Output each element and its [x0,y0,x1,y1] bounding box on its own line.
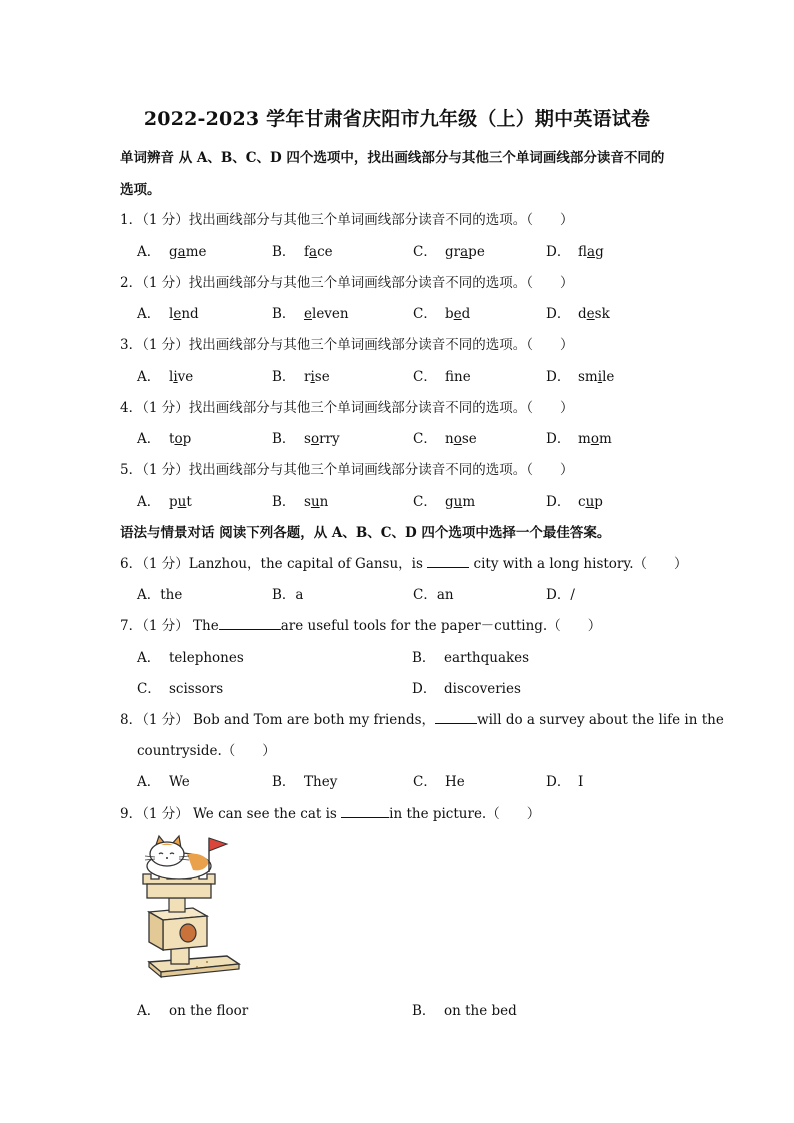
question-6 [120,552,688,572]
word-part: r [304,369,311,385]
question-number: 3． [120,337,143,353]
word-part: g [595,244,604,260]
question-number: 4． [120,400,143,416]
option-letter: B． [272,306,296,322]
option-text: on the bed [444,1003,517,1019]
question-number: 7． [120,618,143,634]
option-letter: C． [137,681,161,697]
word-part: fl [578,244,588,260]
word-part: leven [312,306,349,322]
word-part: le [602,369,615,385]
section-header-phonics: 单词辨音 从 A、B、C、D 四个选项中，找出画线部分与其他三个单词画线部分读音不同的 [120,150,665,166]
word-part: se [314,369,330,385]
option-text: scissors [169,681,224,697]
q2-option-c[interactable] [413,302,470,322]
q1-option-a[interactable] [137,240,207,260]
underlined-letter: o [310,431,320,447]
underlined-letter: u [177,494,187,510]
question-number: 5． [120,462,143,478]
word-part: rry [319,431,340,447]
option-letter: B． [412,650,436,666]
word-part: g [169,244,178,260]
underlined-letter: o [590,431,599,447]
word-part: m [578,431,591,447]
option-letter: C． [413,369,437,385]
q3-option-a[interactable] [137,365,193,385]
word-part: p [182,431,192,447]
question-5 [120,458,573,478]
underlined-letter: u [453,494,463,510]
underlined-letter: i [597,369,603,385]
q8-option-a[interactable] [137,770,190,790]
option-text: They [304,774,338,790]
q8-option-b[interactable] [272,770,337,790]
question-8-cont: countryside.（ ） [137,743,276,759]
option-letter: A． [137,369,161,385]
word-part: s [304,494,311,510]
option-letter: D． [546,306,571,322]
option-letter: D． [546,494,571,510]
option-letter: A． [137,494,161,510]
option-text: on the floor [169,1003,249,1019]
word-part: me [185,244,207,260]
word-part: l [169,306,174,322]
q3-option-d[interactable] [546,365,614,385]
word-part: m [462,494,476,510]
question-stem-pre: （1 分）Lanzhou，the capital of Gansu，is [142,556,428,572]
platform-base-icon [149,956,239,977]
question-number: 2． [120,275,143,291]
q7-option-c[interactable] [137,677,223,697]
answer-blank[interactable] [427,555,469,568]
q6-option-b[interactable]: B．a [272,587,304,603]
underlined-letter: o [174,431,183,447]
word-part: f [304,244,309,260]
section-header-grammar: 语法与情景对话 阅读下列各题，从 A、B、C、D 四个选项中选择一个最佳答案。 [120,525,611,541]
answer-blank[interactable] [435,711,477,724]
word-part: ce [317,244,333,260]
underlined-letter: a [177,244,186,260]
word-part: d [578,306,587,322]
option-letter: B． [272,774,296,790]
answer-blank[interactable] [219,617,281,630]
question-number: 6． [120,556,143,572]
q4-option-b[interactable] [272,427,340,447]
q9-option-a[interactable] [137,999,248,1019]
question-stem-pre: （1 分） Bob and Tom are both my friends， [142,712,436,728]
q5-option-c[interactable] [413,490,475,510]
answer-blank[interactable] [341,805,389,818]
word-part: p [594,494,603,510]
underlined-letter: e [586,306,595,322]
option-letter: D． [412,681,437,697]
word-part: se [461,431,477,447]
option-letter: A． [137,306,161,322]
q7-option-b[interactable] [412,646,529,666]
question-stem: （1 分）找出画线部分与其他三个单词画线部分读音不同的选项。（ ） [142,337,574,353]
option-text: He [445,774,465,790]
question-stem-post: are useful tools for the paper－cutting.（ ） [280,618,602,634]
word-part: d [461,306,471,322]
question-number: 9． [120,806,143,822]
question-stem: （1 分）找出画线部分与其他三个单词画线部分读音不同的选项。（ ） [142,462,574,478]
option-letter: D． [546,431,571,447]
q7-option-a[interactable] [137,646,244,666]
flag-icon [209,838,227,872]
word-part: c [578,494,586,510]
question-1 [120,208,573,228]
word-part: n [445,431,454,447]
q2-option-d[interactable] [546,302,610,322]
word-part: t [186,494,192,510]
question-number: 1． [120,212,143,228]
option-letter: C． [413,244,437,260]
underlined-letter: i [310,369,315,385]
word-part: pe [468,244,485,260]
q8-option-c[interactable] [413,770,465,790]
word-part: f [445,369,455,385]
q5-option-b[interactable] [272,490,328,510]
option-letter: C． [413,306,437,322]
word-part: ve [177,369,194,385]
option-letter: D． [546,774,571,790]
q3-option-b[interactable] [272,365,330,385]
q1-option-d[interactable] [546,240,604,260]
q2-option-b[interactable] [272,302,349,322]
option-text: earthquakes [444,650,530,666]
word-part: b [445,306,454,322]
question-stem-post: will do a survey about the life in the [477,712,724,728]
option-letter: B． [272,369,296,385]
word-part: s [304,431,311,447]
q6-option-c[interactable]: C．an [413,587,454,603]
question-9 [120,802,540,822]
word-part: ne [454,369,471,385]
word-part: g [445,494,454,510]
underlined-letter: i [173,369,178,385]
underlined-letter: u [585,494,595,510]
option-text: We [169,774,190,790]
page-title: 2022-2023 学年甘肃省庆阳市九年级（上）期中英语试卷 [143,108,651,130]
underlined-letter: e [304,306,312,322]
q4-option-d[interactable] [546,427,612,447]
option-letter: A． [137,431,161,447]
question-8 [120,708,724,728]
question-3 [120,333,573,353]
q5-option-a[interactable] [137,490,192,510]
q1-option-b[interactable] [272,240,333,260]
underlined-letter: a [309,244,318,260]
option-letter: C． [413,774,437,790]
underlined-letter: u [310,494,320,510]
cube-icon [149,908,207,950]
question-4 [120,396,573,416]
question-7 [120,614,601,634]
cat-icon [145,836,211,879]
word-part: n [319,494,329,510]
underlined-letter: a [587,244,596,260]
option-letter: B． [272,244,296,260]
option-letter: A． [137,774,161,790]
word-part: m [598,431,612,447]
word-part: sm [578,369,598,385]
q8-option-d[interactable] [546,770,583,790]
question-2 [120,271,573,291]
q9-option-b[interactable] [412,999,517,1019]
option-letter: D． [546,244,571,260]
option-letter: B． [272,494,296,510]
underlined-letter: o [453,431,462,447]
word-part: l [169,369,174,385]
word-part: sk [594,306,610,322]
underlined-letter: a [460,244,469,260]
word-part: t [169,431,175,447]
question-stem: （1 分）找出画线部分与其他三个单词画线部分读音不同的选项。（ ） [142,212,574,228]
option-text: discoveries [444,681,521,697]
option-text: I [578,774,584,790]
q2-option-a[interactable] [137,302,199,322]
q5-option-d[interactable] [546,490,603,510]
question-stem: （1 分）找出画线部分与其他三个单词画线部分读音不同的选项。（ ） [142,400,574,416]
question-stem-post: in the picture.（ ） [389,806,541,822]
q3-option-c[interactable] [413,365,471,385]
word-part: gr [445,244,461,260]
option-text: telephones [169,650,244,666]
section-header-phonics-cont: 选项。 [120,182,161,198]
option-letter: A． [137,244,161,260]
question-stem: （1 分）找出画线部分与其他三个单词画线部分读音不同的选项。（ ） [142,275,574,291]
word-part: nd [181,306,199,322]
option-letter: A． [137,650,161,666]
underlined-letter: e [173,306,182,322]
option-letter: A． [137,1003,161,1019]
q4-option-a[interactable] [137,427,191,447]
option-letter: C． [413,494,437,510]
underlined-letter: e [453,306,462,322]
word-part: p [169,494,178,510]
question-number: 8． [120,712,143,728]
q6-option-d[interactable]: D．/ [546,587,575,603]
option-letter: D． [546,369,571,385]
option-letter: B． [412,1003,436,1019]
question-stem-pre: （1 分） The [142,618,219,634]
q4-option-c[interactable] [413,427,477,447]
question-stem-pre: （1 分） We can see the cat is [142,806,342,822]
option-letter: C． [413,431,437,447]
q1-option-c[interactable] [413,240,485,260]
q7-option-d[interactable] [412,677,521,697]
option-letter: B． [272,431,296,447]
cat-on-tower-illustration [137,832,245,982]
q6-option-a[interactable]: A．the [137,587,183,603]
question-stem-post: city with a long history.（ ） [469,556,688,572]
